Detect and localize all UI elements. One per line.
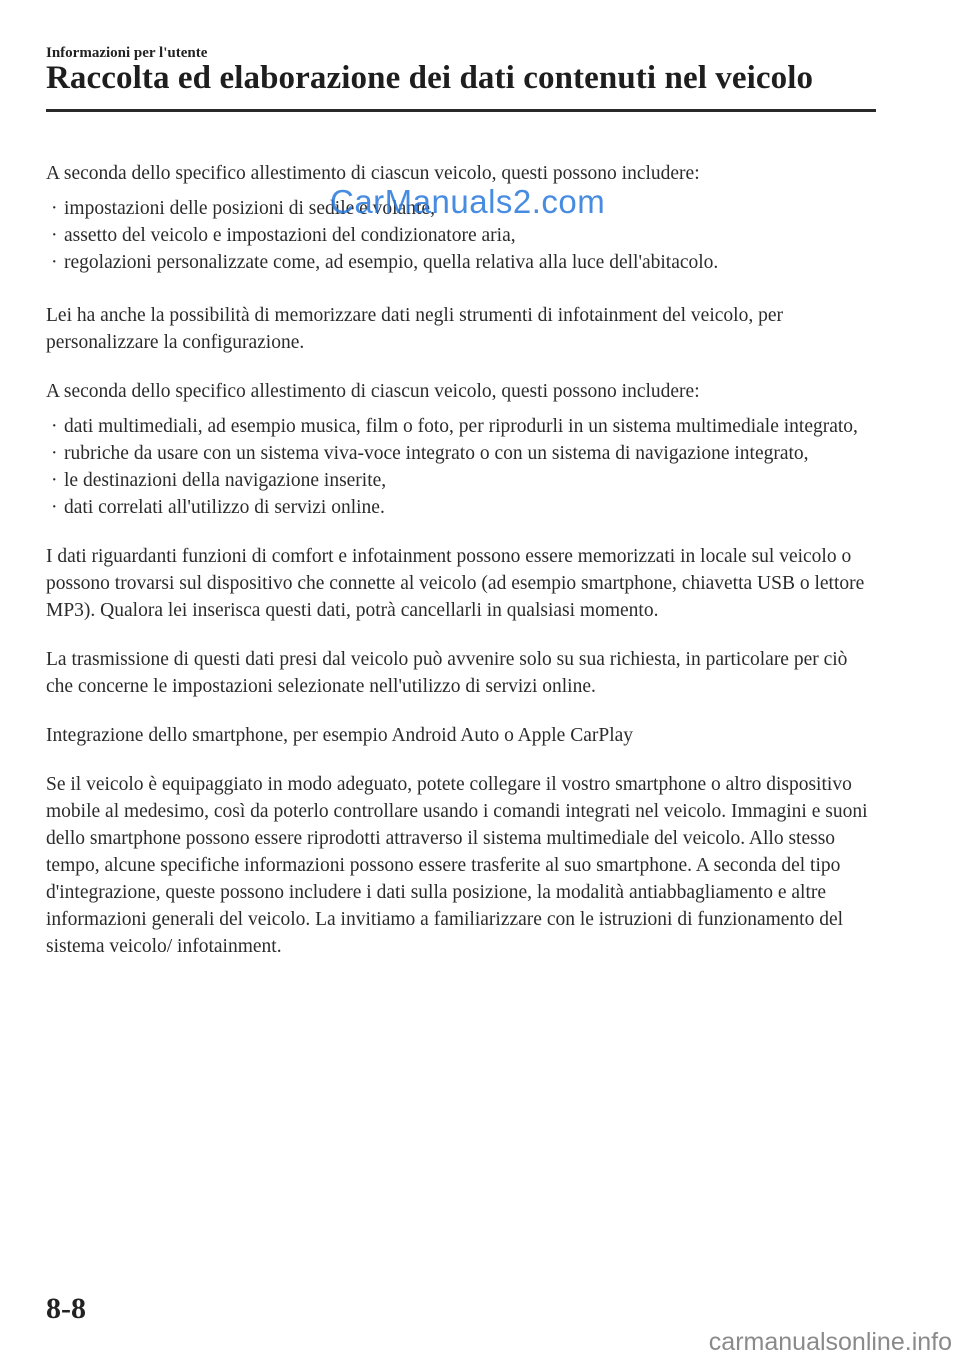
paragraph-5: Integrazione dello smartphone, per esempio Android Auto o Apple CarPlay [46,725,634,746]
bullet-icon: · [51,252,58,273]
bullet-icon: · [51,416,58,437]
watermark-logo: CarManuals2.com [330,183,606,220]
list-item: · impostazioni delle posizioni di sedile e volante, [46,195,876,222]
bullet-icon: · [51,198,58,219]
page-number: 8-8 [46,1292,86,1325]
list-item: · regolazioni personalizzate come, ad esempio, quella relativa alla luce dell'abitacolo. [46,249,876,276]
title-divider [46,109,876,112]
paragraph-4: La trasmissione di questi dati presi dal veicolo può avvenire solo su sua richiesta, in particolare per ciò che concerne le impostazioni selezionate nell'utilizzo di servizi online. [46,649,848,697]
list-item: · rubriche da usare con un sistema viva-voce integrato o con un sistema di navigazione integrato, [46,440,876,467]
list-item: · le destinazioni della navigazione inserite, [46,467,876,494]
paragraph-6: Se il veicolo è equipaggiato in modo adeguato, potete collegare il vostro smartphone o altro dispositivo mobile al medesimo, così da poterlo controllare usando i comandi integrati nel veicolo. Immagini e suoni dello smartphone possono essere riprodotti attraverso il sistema multimediale del veicolo. Allo stesso tempo, alcune specifiche informazioni possono essere trasferite al suo smartphone. A seconda del tipo d'integrazione, queste possono includere i dati sulla posizione, la modalità antiabbagliamento e altre informazioni generali del veicolo. La invitiamo a familiarizzare con le istruzioni di funzionamento del sistema veicolo/ infotainment. [46,774,868,957]
intro-paragraph-2: A seconda dello specifico allestimento di ciascun veicolo, questi possono includere: [46,381,700,402]
intro-paragraph-1: A seconda dello specifico allestimento di ciascun veicolo, questi possono includere: [46,163,700,184]
page-title: Raccolta ed elaborazione dei dati contenuti nel veicolo [46,60,814,96]
bullet-icon: · [51,225,58,246]
bullet-icon: · [51,443,58,464]
section-label: Informazioni per l'utente [46,45,208,61]
footer-site-link[interactable]: carmanualsonline.info [708,1328,952,1356]
bullet-icon: · [51,497,58,518]
paragraph-3: I dati riguardanti funzioni di comfort e infotainment possono essere memorizzati in locale sul veicolo o possono trovarsi sul dispositivo che connette al veicolo (ad esempio smartphone, chiavetta USB o lettore MP3). Qualora lei inserisca questi dati, potrà cancellarli in qualsiasi momento. [46,546,865,621]
list-item: · assetto del veicolo e impostazioni del condizionatore aria, [46,222,876,249]
paragraph-2: Lei ha anche la possibilità di memorizzare dati negli strumenti di infotainment del veicolo, per personalizzare la configurazione. [46,305,783,353]
bullet-list-2 [46,413,876,521]
list-item: · dati multimediali, ad esempio musica, film o foto, per riprodurli in un sistema multimediale integrato, [46,413,876,440]
list-item: · dati correlati all'utilizzo di servizi online. [46,494,876,521]
document-body [46,160,876,960]
bullet-icon: · [51,470,58,491]
